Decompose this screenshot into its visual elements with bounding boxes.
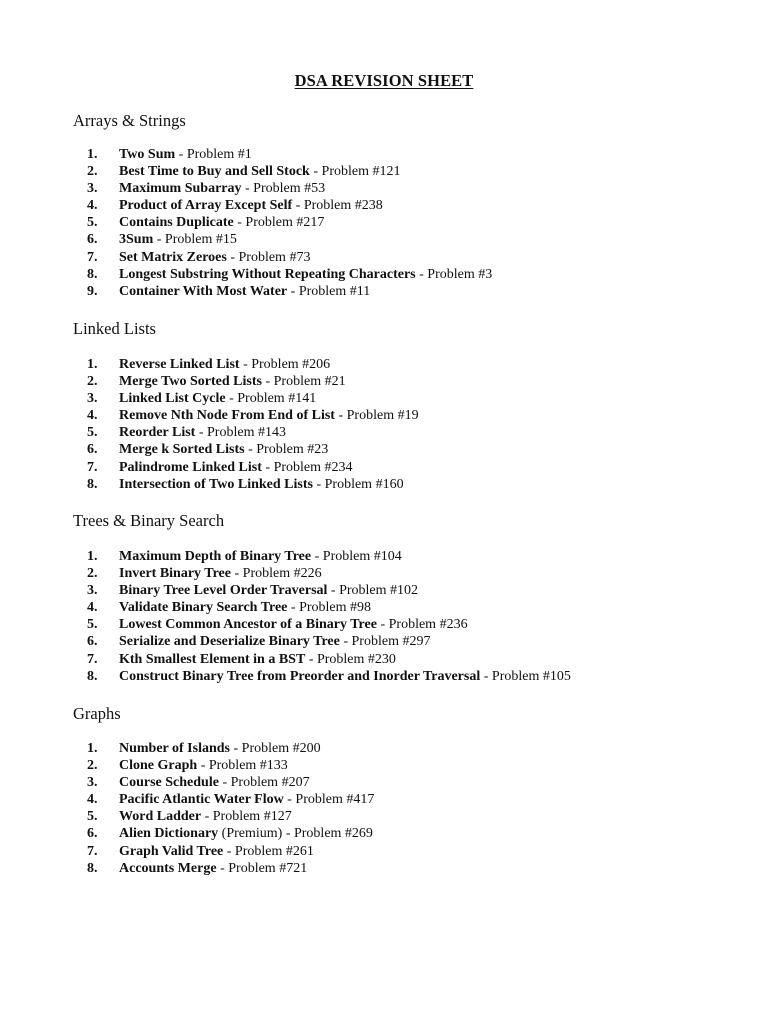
item-number: 8. <box>87 266 98 282</box>
list-item <box>73 651 733 668</box>
separator: - <box>282 826 294 842</box>
item-number: 7. <box>87 459 98 475</box>
problem-name: Merge Two Sorted Lists <box>119 374 262 390</box>
item-text <box>119 356 330 373</box>
problem-reference: Problem #1 <box>186 147 252 162</box>
problem-reference: Problem #721 <box>228 860 308 876</box>
problem-name: Binary Tree Level Order Traversal <box>119 583 328 599</box>
problem-reference: Problem #143 <box>207 425 286 441</box>
problem-name: Number of Islands <box>119 741 230 756</box>
separator: - <box>312 476 325 492</box>
separator: - <box>287 600 300 616</box>
separator: - <box>233 215 246 231</box>
problem-name: Invert Binary Tree <box>119 566 231 582</box>
problem-reference: Problem #23 <box>256 442 329 458</box>
problem-name: Remove Nth Node From End of List <box>119 408 335 424</box>
list-item <box>73 163 733 180</box>
item-text <box>119 599 371 616</box>
problem-reference: Problem #11 <box>298 283 371 299</box>
list-item <box>73 214 733 231</box>
item-text <box>119 373 346 390</box>
item-text <box>119 441 328 458</box>
separator: - <box>334 408 347 424</box>
problem-reference: Problem #104 <box>322 549 402 564</box>
item-text <box>119 774 310 791</box>
separator: - <box>292 198 304 214</box>
separator: - <box>216 860 229 876</box>
problem-name: Alien Dictionary <box>119 826 219 842</box>
separator: - <box>287 283 299 299</box>
problem-name: Linked List Cycle <box>119 391 226 407</box>
separator: - <box>305 651 317 667</box>
list-item <box>73 146 733 163</box>
problem-name: Serialize and Deserialize Binary Tree <box>119 634 340 650</box>
list-item <box>73 808 733 825</box>
problem-reference: Problem #207 <box>230 775 310 791</box>
problem-name: Validate Binary Search Tree <box>119 600 288 616</box>
problem-reference: Problem #261 <box>234 843 314 859</box>
problem-reference: Problem #234 <box>273 459 353 475</box>
item-number: 1. <box>87 549 98 564</box>
item-number: 4. <box>87 408 98 424</box>
problem-reference: Problem #105 <box>491 668 571 684</box>
section-heading: Linked Lists <box>73 319 156 338</box>
problem-name: Longest Substring Without Repeating Characters <box>119 266 416 282</box>
problem-reference: Problem #238 <box>303 198 383 214</box>
problem-reference: Problem #269 <box>293 826 373 842</box>
item-text <box>119 283 370 300</box>
item-number: 5. <box>87 425 98 441</box>
problem-name: Maximum Subarray <box>119 181 242 197</box>
problem-list <box>73 740 733 877</box>
problem-name: Palindrome Linked List <box>119 459 262 475</box>
problem-reference: Problem #53 <box>253 181 326 197</box>
separator: - <box>218 775 231 791</box>
problem-reference: Problem #73 <box>238 249 311 265</box>
section-heading: Graphs <box>73 704 121 723</box>
problem-name: Kth Smallest Element in a BST <box>119 651 306 667</box>
problem-name: Merge k Sorted Lists <box>119 442 245 458</box>
item-text <box>119 548 402 565</box>
problem-list <box>73 356 733 493</box>
problem-name: Two Sum <box>119 147 176 162</box>
list-item <box>73 582 733 599</box>
item-number: 6. <box>87 442 98 458</box>
item-text <box>119 459 353 476</box>
item-text <box>119 266 492 283</box>
separator: - <box>175 147 187 162</box>
list-item <box>73 249 733 266</box>
problem-reference: Problem #160 <box>324 476 404 492</box>
list-item <box>73 180 733 197</box>
separator: - <box>201 809 213 825</box>
problem-reference: Problem #127 <box>212 809 292 825</box>
section-arrays-strings <box>73 111 733 299</box>
problem-name: Container With Most Water <box>119 283 288 299</box>
item-text <box>119 757 288 774</box>
problem-list <box>73 548 733 685</box>
problem-name: Best Time to Buy and Sell Stock <box>119 164 310 180</box>
item-number: 5. <box>87 215 98 231</box>
problem-name: Set Matrix Zeroes <box>119 249 227 265</box>
item-number: 7. <box>87 249 98 265</box>
separator: - <box>197 758 209 774</box>
item-text <box>119 808 292 825</box>
separator: - <box>231 566 243 582</box>
item-number: 3. <box>87 391 98 407</box>
separator: - <box>225 391 238 407</box>
list-item <box>73 441 733 458</box>
separator: - <box>195 425 208 441</box>
item-number: 5. <box>87 617 98 633</box>
separator: - <box>327 583 340 599</box>
problem-reference: Problem #141 <box>237 391 317 407</box>
problem-reference: Problem #217 <box>245 215 325 231</box>
separator: - <box>339 634 352 650</box>
item-text <box>119 860 307 877</box>
separator: - <box>311 549 323 564</box>
separator: - <box>153 232 165 248</box>
item-number: 6. <box>87 826 98 842</box>
list-item <box>73 476 733 493</box>
item-number: 6. <box>87 232 98 248</box>
section-linked-lists <box>73 319 733 492</box>
problem-name: Maximum Depth of Binary Tree <box>119 549 312 564</box>
list-item <box>73 373 733 390</box>
problem-name: 3Sum <box>119 232 154 248</box>
problem-name: Word Ladder <box>119 809 202 825</box>
list-item <box>73 668 733 685</box>
separator: - <box>415 266 428 282</box>
list-item <box>73 774 733 791</box>
section-heading: Trees & Binary Search <box>73 511 225 530</box>
item-text <box>119 163 400 180</box>
separator: - <box>244 442 257 458</box>
item-text <box>119 825 373 842</box>
list-item <box>73 843 733 860</box>
section-graphs <box>73 704 733 876</box>
separator: - <box>230 741 242 756</box>
item-text <box>119 249 310 266</box>
item-number: 7. <box>87 843 98 859</box>
problem-name: Construct Binary Tree from Preorder and Inorder Traversal <box>119 668 481 684</box>
item-text <box>119 668 571 685</box>
problem-name: Accounts Merge <box>119 860 217 876</box>
separator: - <box>376 617 389 633</box>
item-number: 3. <box>87 181 98 197</box>
problem-name: Reverse Linked List <box>119 357 240 372</box>
list-item <box>73 740 733 757</box>
item-text <box>119 791 374 808</box>
list-item <box>73 633 733 650</box>
list-item <box>73 599 733 616</box>
problem-note: (Premium) <box>218 826 283 842</box>
separator: - <box>239 357 252 372</box>
item-number: 3. <box>87 583 98 599</box>
problem-reference: Problem #206 <box>251 357 331 372</box>
problem-reference: Problem #98 <box>299 600 372 616</box>
separator: - <box>309 164 322 180</box>
problem-reference: Problem #102 <box>339 583 419 599</box>
list-item <box>73 407 733 424</box>
separator: - <box>283 792 296 808</box>
item-number: 5. <box>87 809 98 825</box>
problem-name: Clone Graph <box>119 758 198 774</box>
problem-reference: Problem #236 <box>388 617 468 633</box>
problem-name: Course Schedule <box>119 775 219 791</box>
item-text <box>119 407 419 424</box>
item-text <box>119 180 325 197</box>
list-item <box>73 825 733 842</box>
item-text <box>119 424 286 441</box>
section-heading: Arrays & Strings <box>73 111 186 130</box>
item-text <box>119 740 321 757</box>
list-item <box>73 231 733 248</box>
item-number: 1. <box>87 357 98 372</box>
item-number: 4. <box>87 600 98 616</box>
problem-reference: Problem #133 <box>208 758 288 774</box>
item-text <box>119 390 316 407</box>
item-number: 6. <box>87 634 98 650</box>
item-number: 9. <box>87 283 98 299</box>
problem-reference: Problem #230 <box>316 651 396 667</box>
item-number: 3. <box>87 775 98 791</box>
separator: - <box>261 459 274 475</box>
item-number: 8. <box>87 860 98 876</box>
list-item <box>73 266 733 283</box>
problem-name: Contains Duplicate <box>119 215 234 231</box>
problem-name: Graph Valid Tree <box>119 843 224 859</box>
problem-name: Lowest Common Ancestor of a Binary Tree <box>119 617 377 633</box>
item-number: 1. <box>87 741 98 756</box>
list-item <box>73 356 733 373</box>
item-text <box>119 582 418 599</box>
problem-name: Reorder List <box>119 425 196 441</box>
problem-reference: Problem #121 <box>321 164 401 180</box>
item-number: 1. <box>87 147 98 162</box>
problem-name: Pacific Atlantic Water Flow <box>119 792 284 808</box>
separator: - <box>241 181 254 197</box>
list-item <box>73 860 733 877</box>
item-text <box>119 616 468 633</box>
problem-list <box>73 146 733 300</box>
problem-reference: Problem #21 <box>273 374 346 390</box>
item-number: 8. <box>87 668 98 684</box>
problem-reference: Problem #297 <box>351 634 431 650</box>
problem-reference: Problem #19 <box>346 408 419 424</box>
item-number: 8. <box>87 476 98 492</box>
separator: - <box>480 668 492 684</box>
item-number: 4. <box>87 792 98 808</box>
problem-reference: Problem #226 <box>242 566 322 582</box>
list-item <box>73 616 733 633</box>
list-item <box>73 390 733 407</box>
item-text <box>119 231 237 248</box>
list-item <box>73 283 733 300</box>
item-text <box>119 197 383 214</box>
item-text <box>119 146 252 163</box>
section-trees-binary-search <box>73 511 733 684</box>
problem-reference: Problem #3 <box>427 266 493 282</box>
list-item <box>73 757 733 774</box>
list-item <box>73 791 733 808</box>
list-item <box>73 548 733 565</box>
document-title: DSA REVISION SHEET <box>294 71 474 90</box>
problem-reference: Problem #417 <box>295 792 375 808</box>
separator: - <box>223 843 235 859</box>
problem-reference: Problem #15 <box>164 232 237 248</box>
item-number: 2. <box>87 758 98 774</box>
list-item <box>73 565 733 582</box>
problem-name: Intersection of Two Linked Lists <box>119 476 313 492</box>
item-number: 4. <box>87 198 98 214</box>
item-number: 7. <box>87 651 98 667</box>
item-text <box>119 476 404 493</box>
item-text <box>119 565 322 582</box>
list-item <box>73 424 733 441</box>
item-text <box>119 633 430 650</box>
item-number: 2. <box>87 566 98 582</box>
item-number: 2. <box>87 164 98 180</box>
separator: - <box>226 249 239 265</box>
item-number: 2. <box>87 374 98 390</box>
problem-reference: Problem #200 <box>241 741 321 756</box>
list-item <box>73 459 733 476</box>
item-text <box>119 214 324 231</box>
problem-name: Product of Array Except Self <box>119 198 293 214</box>
separator: - <box>261 374 274 390</box>
list-item <box>73 197 733 214</box>
item-text <box>119 843 314 860</box>
item-text <box>119 651 396 668</box>
